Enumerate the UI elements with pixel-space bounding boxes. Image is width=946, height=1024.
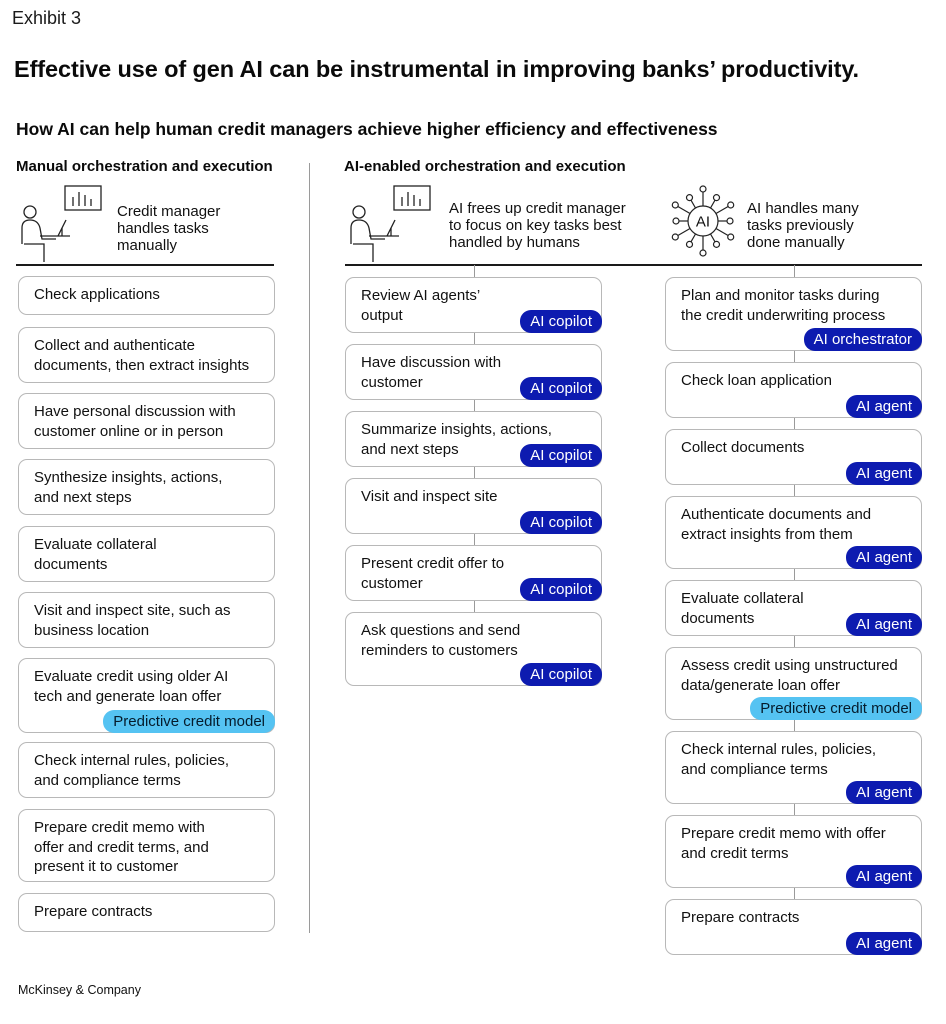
task-label-line: and next steps [361,440,459,458]
task-card [345,545,602,601]
ai-human-description-line: to focus on key tasks best [449,217,622,234]
task-card [345,478,602,534]
task-label [34,667,266,706]
task-label-line: Evaluate collateral [681,590,804,607]
task-card [18,658,275,733]
ai-agents-description-line: tasks previously [747,217,854,234]
ai-icon-label: AI [695,213,711,231]
manual-description-line: handles tasks [117,220,209,237]
task-card [345,277,602,333]
task-label-line: Prepare contracts [34,903,153,920]
flow-connector [474,534,475,545]
task-label-line: Prepare contracts [681,909,800,926]
task-label-line: Have discussion with [361,354,502,371]
task-label-line: customer online or in person [34,422,224,440]
flow-connector [474,400,475,411]
task-card [665,496,922,569]
ai-role-badge: AI agent [846,865,922,888]
task-label-line: data/generate loan offer [681,676,841,694]
ai-role-badge: AI agent [846,613,922,636]
task-label-line: Check internal rules, policies, [34,752,230,769]
task-label [34,818,266,877]
task-label [34,285,266,305]
footer-brand: McKinsey & Company [18,983,141,997]
flow-connector [794,351,795,362]
task-card [18,526,275,582]
subheadline: How AI can help human credit managers achieve higher efficiency and effectiveness [16,119,718,139]
flow-connector [794,636,795,647]
credit-manager-icon [347,184,437,266]
task-label-line: Assess credit using unstructured [681,657,898,674]
ai-role-badge: AI copilot [520,310,602,333]
column-divider [309,163,310,933]
flow-connector [474,265,475,277]
task-card [665,362,922,418]
task-label [681,824,913,863]
task-card [665,277,922,351]
ai-role-badge: AI copilot [520,444,602,467]
ai-heading: AI-enabled orchestration and execution [344,158,626,175]
task-label-line: Collect documents [681,439,805,456]
ai-role-badge: AI copilot [520,377,602,400]
credit-manager-icon [18,184,108,266]
task-label-line: and compliance terms [34,771,181,789]
flow-connector [794,720,795,731]
task-label-line: documents [681,609,755,627]
flow-connector [794,804,795,815]
task-label-line: Prepare credit memo with offer [681,825,886,842]
task-label-line: tech and generate loan offer [34,687,222,705]
task-label-line: output [361,306,403,324]
task-label [681,371,913,391]
task-label-line: and compliance terms [681,760,828,778]
task-label-line: reminders to customers [361,641,518,659]
flow-connector [794,888,795,899]
manual-description-line: manually [117,237,178,254]
task-card [665,429,922,485]
ai-role-badge: AI orchestrator [804,328,922,351]
task-label-line: Check loan application [681,372,832,389]
ai-role-badge: AI copilot [520,511,602,534]
task-card [665,731,922,804]
task-card [18,276,275,315]
task-label [34,402,266,441]
task-label-line: Synthesize insights, actions, [34,469,223,486]
ai-human-description [449,200,626,251]
manual-description-line: Credit manager [117,203,221,220]
task-card [665,580,922,636]
flow-connector [474,601,475,612]
task-label-line: Visit and inspect site [361,488,498,505]
exhibit-label: Exhibit 3 [12,8,82,28]
task-card [18,459,275,515]
ai-role-badge: AI agent [846,932,922,955]
task-label-line: the credit underwriting process [681,306,886,324]
manual-description [117,203,220,254]
headline: Effective use of gen AI can be instrumental in improving banks’ productivity. [14,56,859,82]
ai-role-badge: AI copilot [520,578,602,601]
ai-header-rule [345,264,922,266]
task-label-line: Review AI agents’ [361,287,481,304]
task-label [681,908,913,928]
task-card [345,612,602,686]
task-label-line: Evaluate credit using older AI [34,668,229,685]
task-label-line: Collect and authenticate [34,337,195,354]
task-card [665,647,922,720]
task-label [361,487,593,507]
task-label [681,740,913,779]
task-label-line: Have personal discussion with [34,403,236,420]
task-card [18,592,275,648]
task-label-line: documents [34,555,108,573]
task-label [681,438,913,458]
task-label-line: and next steps [34,488,132,506]
task-label [34,336,266,375]
ai-role-badge: AI agent [846,781,922,804]
ai-human-description-line: AI frees up credit manager [449,200,626,217]
task-label-line: Ask questions and send [361,622,521,639]
flow-connector [794,569,795,580]
task-card [665,815,922,888]
task-label-line: Visit and inspect site, such as [34,602,231,619]
task-label-line: Summarize insights, actions, [361,421,552,438]
task-card [18,809,275,882]
task-label-line: customer [361,373,423,391]
task-card [345,344,602,400]
flow-connector [474,467,475,478]
task-label [34,902,266,922]
flow-connector [794,265,795,277]
ai-human-description-line: handled by humans [449,234,580,251]
task-label [34,601,266,640]
ai-network-icon [666,184,740,258]
task-card [665,899,922,955]
flow-connector [794,485,795,496]
task-card [18,742,275,798]
manual-heading: Manual orchestration and execution [16,158,273,175]
task-label-line: Check internal rules, policies, [681,741,877,758]
ai-role-badge: AI agent [846,546,922,569]
task-card [345,411,602,467]
ai-agents-description [747,200,859,251]
task-label [681,286,913,325]
ai-role-badge: AI copilot [520,663,602,686]
task-label [34,468,266,507]
task-label-line: present it to customer [34,858,179,875]
ai-agents-description-line: done manually [747,234,845,251]
task-label-line: business location [34,621,150,639]
ai-role-badge: AI agent [846,462,922,485]
task-label [34,535,266,574]
task-card [18,893,275,932]
task-label-line: Evaluate collateral [34,536,157,553]
ai-role-badge: AI agent [846,395,922,418]
ai-agents-description-line: AI handles many [747,200,859,217]
flow-connector [474,333,475,344]
task-label-line: Check applications [34,286,160,303]
task-label-line: Prepare credit memo with [34,819,205,836]
task-label-line: Present credit offer to [361,555,505,572]
manual-header-rule [16,264,274,266]
predictive-model-badge: Predictive credit model [103,710,275,733]
task-label-line: offer and credit terms, and [34,838,209,856]
task-label-line: extract insights from them [681,525,853,543]
task-label [361,621,593,660]
flow-connector [794,418,795,429]
predictive-model-badge: Predictive credit model [750,697,922,720]
task-label-line: and credit terms [681,844,789,862]
task-card [18,393,275,449]
task-label-line: Authenticate documents and [681,506,872,523]
task-label-line: documents, then extract insights [34,356,250,374]
task-label-line: customer [361,574,423,592]
task-label [681,656,913,695]
task-label-line: Plan and monitor tasks during [681,287,880,304]
task-card [18,327,275,383]
task-label [681,505,913,544]
task-label [34,751,266,790]
